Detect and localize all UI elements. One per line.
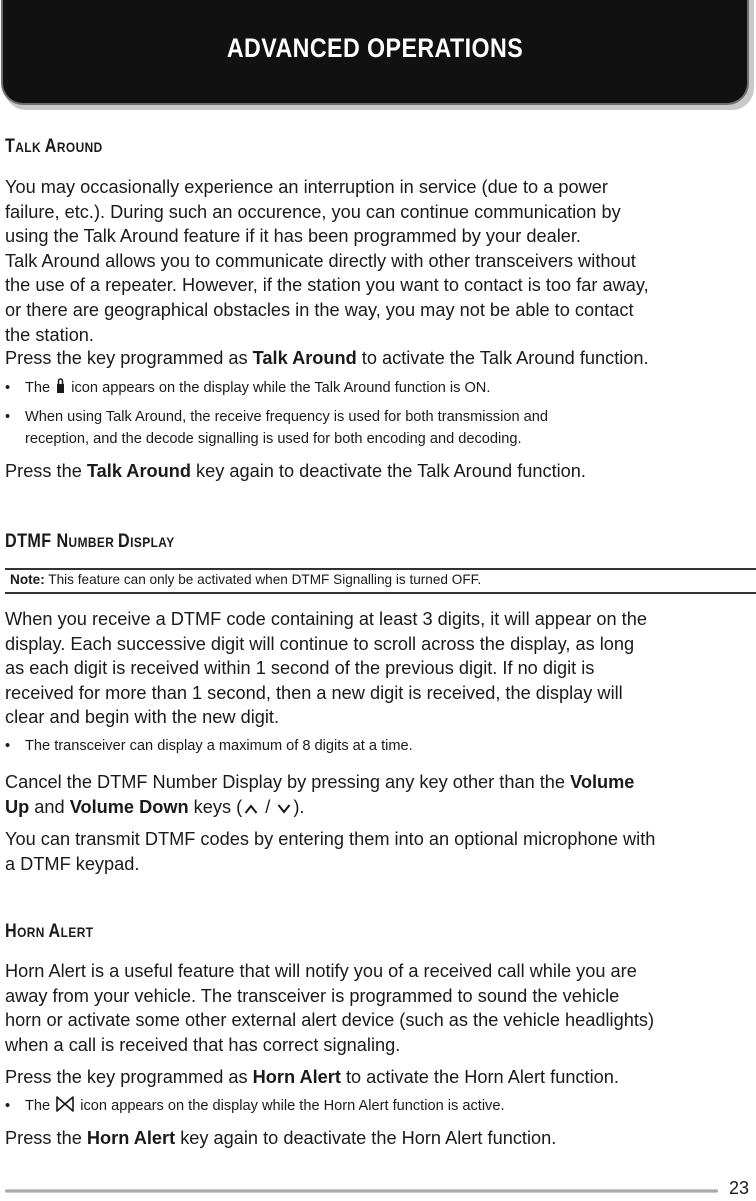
horn-alert-press-instruction: Press the key programmed as Horn Alert to activate the Horn Alert function.	[5, 1067, 619, 1087]
horn-alert-deactivate-instruction: Press the Horn Alert key again to deactivate the Horn Alert function.	[5, 1128, 557, 1148]
dtmf-cancel-instruction: Cancel the DTMF Number Display by pressing any key other than the Volume Up and Volume Down keys ( / ).	[5, 770, 753, 821]
page-title: ADVANCED OPERATIONS	[226, 33, 524, 63]
section-heading-dtmf-number-display: DTMF NUMBER DISPLAY	[5, 531, 175, 552]
note-top-rule	[5, 568, 756, 570]
talk-around-icon	[56, 378, 65, 401]
chevron-up-icon	[244, 797, 258, 822]
section-heading-talk-around: TALK AROUND	[5, 136, 103, 157]
dtmf-description: When you receive a DTMF code containing at least 3 digits, it will appear on the display. Each successive digit will continue to scroll across the display, as long as each digit is received within 1 second of the previous digit. If no digit is received for more than 1 second, then a new digit is received, the display will clear and begin with the new digit.	[5, 609, 647, 728]
chevron-down-icon	[277, 797, 291, 822]
talk-around-deactivate-instruction: Press the Talk Around key again to deactivate the Talk Around function.	[5, 461, 586, 481]
header-banner	[1, 0, 749, 105]
talk-around-intro: You may occasionally experience an interruption in service (due to a power failure, etc.). During such an occurence, you can continue communication by using the Talk Around feature if it has been programmed by your dealer. Talk Around allows you to communicate directly with other transceivers without the use of a repeater. However, if the station you want to contact is too far away, or there are geographical obstacles in the way, you may not be able to contact the station.	[5, 177, 649, 345]
dtmf-transmit-info: You can transmit DTMF codes by entering them into an optional microphone with a DTMF keypad.	[5, 829, 656, 874]
note-bottom-rule	[5, 592, 756, 594]
section-heading-horn-alert: HORN ALERT	[5, 921, 94, 942]
horn-alert-icon	[56, 1096, 74, 1119]
talk-around-press-instruction: Press the key programmed as Talk Around to activate the Talk Around function.	[5, 348, 649, 368]
footer-rule	[5, 1189, 718, 1193]
dtmf-note: Note: This feature can only be activated when DTMF Signalling is turned OFF.	[10, 572, 482, 587]
horn-alert-description: Horn Alert is a useful feature that will notify you of a received call while you are away from your vehicle. The transceiver is programmed to sound the vehicle horn or activate some other external alert device (such as the vehicle headlights) when a call is received that has correct signaling.	[5, 961, 655, 1055]
page-number: 23	[729, 1178, 750, 1198]
